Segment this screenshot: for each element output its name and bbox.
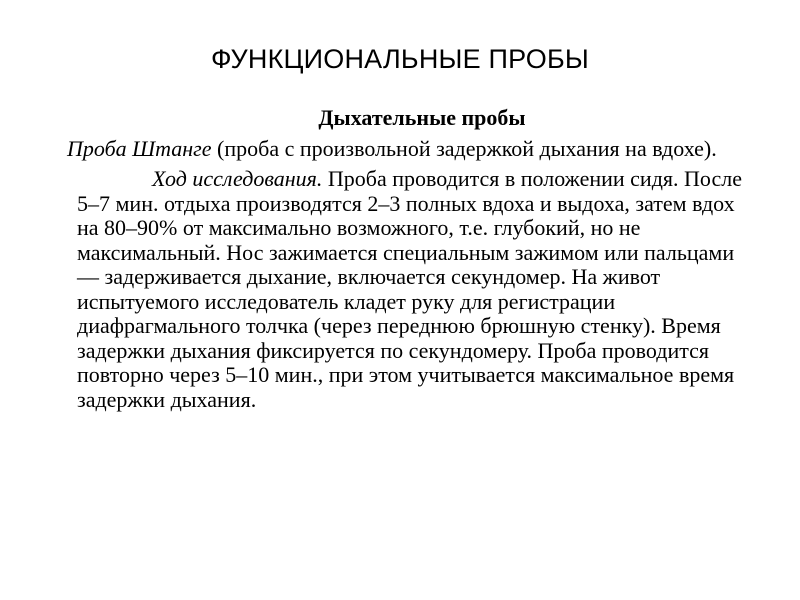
- term-stange-test: Проба Штанге: [67, 135, 212, 161]
- slide-title: ФУНКЦИОНАЛЬНЫЕ ПРОБЫ: [211, 44, 589, 74]
- term-procedure: Ход исследования.: [152, 166, 323, 191]
- paragraph-stange-test-text: (проба с произвольной задержкой дыхания на вдохе).: [211, 135, 717, 161]
- section-subheading: Дыхательные пробы: [318, 105, 526, 130]
- paragraph-stange-test: [67, 135, 759, 162]
- slide-content: [67, 105, 759, 412]
- paragraph-procedure-text: Проба проводится в положении сидя. После 5–7 мин. отдыха производятся 2–3 полных вдоха и выдоха, затем вдох на 80–90% от максимально возможного, т.е. глубокий, но не максимальный. Нос зажимается специальным зажимом или пальцами — задерживается дыхание, включается секундомер. На живот испытуемого исследователь кладет руку для регистрации диафрагмального толчка (через переднюю брюшную стенку). Время задержки дыхания фиксируется по секундомеру. Проба проводится повторно через 5–10 мин., при этом учитывается максимальное время задержки дыхания.: [77, 166, 742, 412]
- paragraph-procedure: [77, 167, 759, 412]
